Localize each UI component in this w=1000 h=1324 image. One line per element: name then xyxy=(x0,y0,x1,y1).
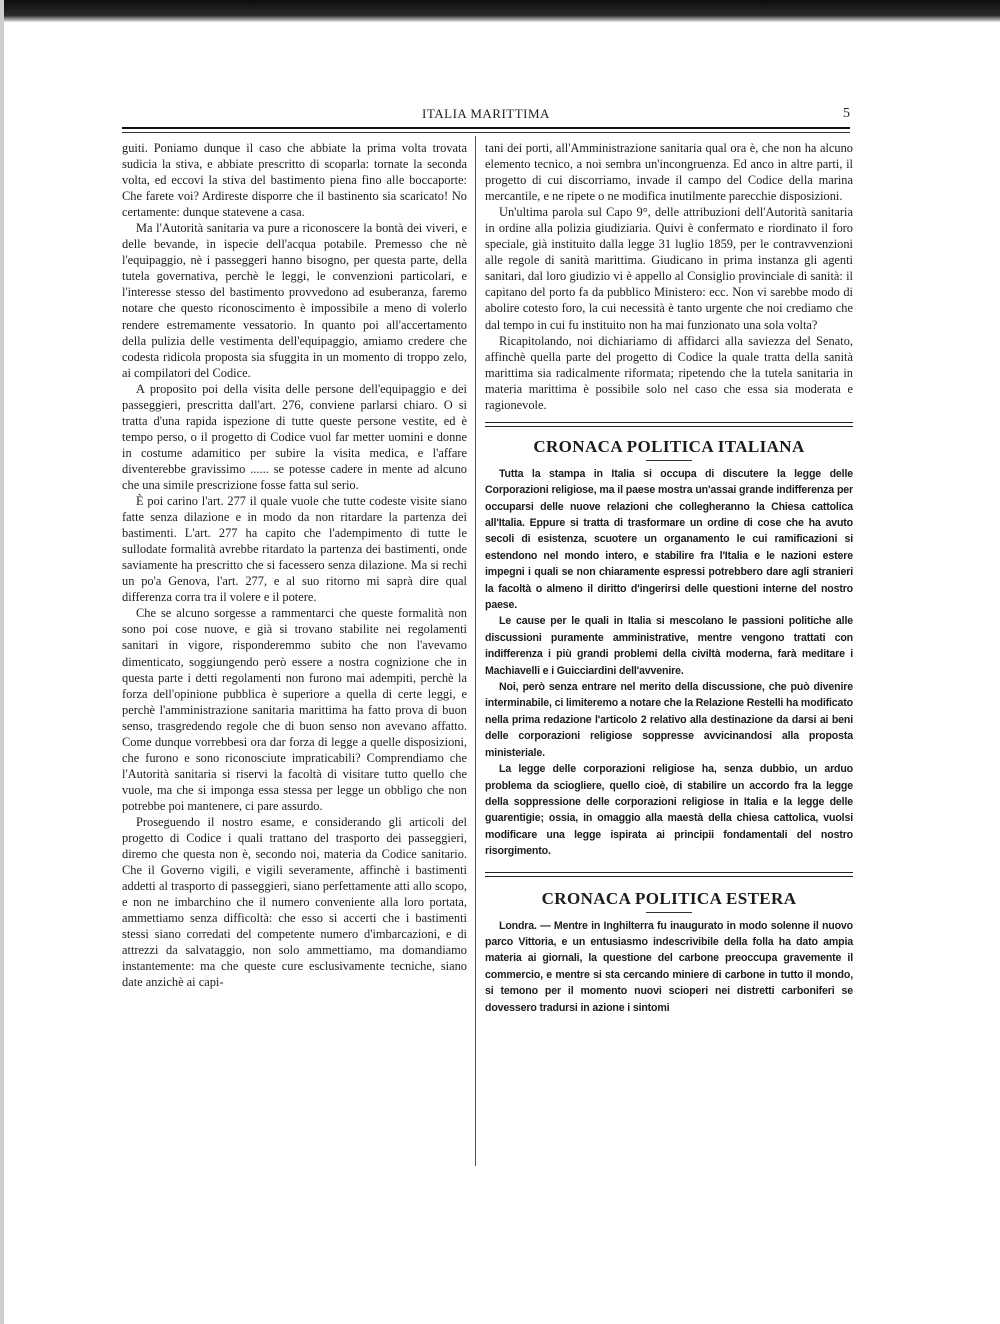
paragraph: guiti. Poniamo dunque il caso che abbiate la prima volta trovata sudicia la stiva, e abbiate prescritto di scoparla: tornate la seconda volta, ed eccovi la stiva del bastimento piena fino alle boccaporte: Che farete voi? Ardireste disporre che il bastinento sia scaricato! No certamente: dunque statevene a casa. xyxy=(122,141,467,220)
paragraph: Proseguendo il nostro esame, e considerando gli articoli del progetto di Codice i quali trattano del trasporto dei passeggieri, diremo che questa non è, secondo noi, materia da Codice sanitario. Che il Governo vigili, e vigili severamente, affinchè i bastimenti addetti al trasporto di passeggieri, siano perfettamente atti allo scopo, e non ne imbarchino che il numero conveniente alla loro portata, ammettiamo senza difficoltà: che esso si accerti che i bastimenti stessi siano corredati del competente numero d'imbarcazioni, e di attrezzi da salvataggio, non solo ammettiamo, ma domandiamo instantemente: ma che queste cure esclusivamente tecniche, siano date anzichè ai capi- xyxy=(122,814,467,990)
scan-left-edge xyxy=(0,0,4,1324)
paragraph: Noi, però senza entrare nel merito della discussione, che può divenire interminabile, ci limiteremo a notare che la Relazione Restelli ha modificato nella prima redazione l'articolo 2 relativo alla destinazione da darsi ai beni delle corporazioni religiose soppresse avvicinandosi alla proposta ministeriale. xyxy=(485,681,853,759)
section-heading: CRONACA POLITICA ITALIANA xyxy=(533,436,805,456)
cronaca-italiana-section xyxy=(485,437,853,860)
cronaca-estera-section xyxy=(485,889,853,1016)
page-title: ITALIA MARITTIMA xyxy=(422,106,550,121)
dateline: Londra. xyxy=(499,919,537,932)
paragraph: Che se alcuno sorgesse a rammentarci che queste formalità non sono poi cose nuove, e già si trovano stabilite nei regolamenti sanitari in vigore, risponderemmo subito che non l'avevamo dimenticato, soggiungendo però essere a nostra cognizione che in questa parte i detti regolamenti non furono mai adempiti, perchè la forza dell'opinione pubblica è superiore a quella di certe leggi, e perchè l'amministrazione sanitaria marittima ha fatto prova di buon senso, trasgredendo regole che di buon senso non avevano affatto. Come dunque vorrebbesi ora dar forza di legge a quelle disposizioni, che furono e sono riconosciute impraticabili? Comprendiamo che l'Autorità sanitaria si riservi la facoltà di visitare tutto quello che vuole, ma che si imponga essa stessa per legge un obbligo che non potrebbe poi mantenere, ci pare assurdo. xyxy=(122,606,467,813)
paragraph: tani dei porti, all'Amministrazione sanitaria qual ora è, che non ha alcuno elemento tecnico, a noi sembra un'incongruenza. Ed anco in altre parti, il progetto di cui discorriamo, invade il campo del Codice della marina mercantile, e ne ripete o ne modifica inutilmente parecchie disposizioni. xyxy=(485,141,853,204)
page-number: 5 xyxy=(843,106,850,121)
paragraph: È poi carino l'art. 277 il quale vuole che tutte codeste visite siano fatte senza dilazione e in modo da non ritardare la partenza dei bastimenti. L'art. 277 ha capito che l'adempimento di tutte le sullodate formalità avrebbe ritardato la partenza dei bastimenti, onde saviamente ha prescritto che si facessero senza dilazione. Ma si rechi un po'a Genova, l'art. 277, e al suo ritorno mi saprà dire qual differenza corra tra il volere e il potere. xyxy=(122,494,467,605)
column-divider xyxy=(475,136,476,1166)
left-column xyxy=(122,140,467,990)
paragraph: Tutta la stampa in Italia si occupa di discutere la legge delle Corporazioni religiose, ma il paese mostra un'assai grande indifferenza per occuparsi delle nuove relazioni che collegheranno la Chiesa cattolica all'Italia. Eppure si tratta di trasformare un ordine di cose che ha avuto secoli di esistenza, scuotere un organamento le cui ramificazioni si estendono nel mondo intero, e stabilire fra l'Italia e le nazioni estere impegni i quali se non chiaramente espressi potrebbero dare agli stranieri la facoltà o almeno il diritto d'ingerirsi delle questioni interne del nostro paese. xyxy=(485,467,853,612)
paragraph: A proposito poi della visita delle persone dell'equipaggio e dei passeggieri, prescritta dall'art. 276, conviene parlarsi chiaro. O si tratta d'una rapida ispezione di tutte queste persone vestite, ed è tempo perso, o il progetto di Codice vuol far metter uomini e donne in costume adamitico per subire la visita medica, e l'affare diventerebbe gravissimo ...... se potesse cadere in mente ad alcuno che una simile prescrizione fosse fatta sul serio. xyxy=(122,381,467,492)
paragraph: Ma l'Autorità sanitaria va pure a riconoscere la bontà dei viveri, e delle bevande, in ispecie dell'acqua potabile. Premesso che nè l'equipaggio, nè i passeggeri hanno bisogno, per questa parte, della tutela governativa, perchè le leggi, le convenzioni particolari, e l'interesse stesso del bastimento provvedono ad esuberanza, faremo notare che questo riconoscimento è impossibile a meno di volerlo rendere estremamente vessatorio. In quanto poi all'accertamento della pulizia delle vestimenta dell'equipaggio, amiamo credere che codesta ridicola proposta sia sfuggita in un momento di troppo zelo, ai compilatori del Codice. xyxy=(122,221,467,380)
running-header xyxy=(122,106,850,126)
paragraph-text: — Mentre in Inghilterra fu inaugurato in modo solenne il nuovo parco Vittoria, e un entusiasmo indescrivibile della folla ha dato ampia materia ai giornali, la questione del carbone preoccupa gravemente il commercio, e mentre si sta cercando miniere di carbone in tutto il mondo, si temono per il momento nuovi scioperi nei distretti carboniferi se dovessero tradursi in azione i sintomi xyxy=(485,919,853,1014)
paragraph: Ricapitolando, noi dichiariamo di affidarci alla saviezza del Senato, affinchè quella parte del progetto di Codice la quale tratta della sanità marittima sia radicalmente riformata; ripetendo che la tutela sanitaria in materia marittima è possibile solo nel caso che essa sia moderata e ragionevole. xyxy=(485,333,853,412)
header-rule-thick xyxy=(122,127,850,129)
header-rule-thin xyxy=(122,132,850,133)
section-heading: CRONACA POLITICA ESTERA xyxy=(541,888,797,908)
paragraph: Le cause per le quali in Italia si mescolano le passioni politiche alle discussioni puramente amministrative, mentre vengono trattati con indifferenza i più grandi problemi della civiltà moderna, farà meditare i Machiavelli e i Guicciardini dell'avvenire. xyxy=(485,615,853,677)
scan-top-border xyxy=(0,0,1000,22)
paragraph: La legge delle corporazioni religiose ha, senza dubbio, un arduo problema da sciogliere, quello cioè, di stabilire un accordo fra la legge della soppressione delle corporazioni religiose in Italia e la legge delle guarentigie; ossia, in omaggio alla maestà della chiesa cattolica, vuolsi modificare una legge ispirata ai principii fondamentali del nostro risorgimento. xyxy=(485,763,853,858)
paragraph: Un'ultima parola sul Capo 9°, delle attribuzioni dell'Autorità sanitaria in ordine alla polizia giudiziaria. Quivi è confermato e riordinato il foro speciale, già instituito dalla legge 31 luglio 1859, per le contravvenzioni alle regole di sanità marittima. Giudicano in prima instanza gli agenti sanitari, dal loro giudizio vi è appello al Consiglio provinciale di sanità: il capitano del porto fa da pubblico Ministero: ecc. Non vi sarebbe modo di abolire cotesto foro, la cui necessità è tanto urgente che noi crediamo che dal tempo in cui fu instituito non ha mai funzionato una sola volta? xyxy=(485,205,853,332)
right-column xyxy=(485,140,853,1016)
paragraph xyxy=(485,918,853,1016)
